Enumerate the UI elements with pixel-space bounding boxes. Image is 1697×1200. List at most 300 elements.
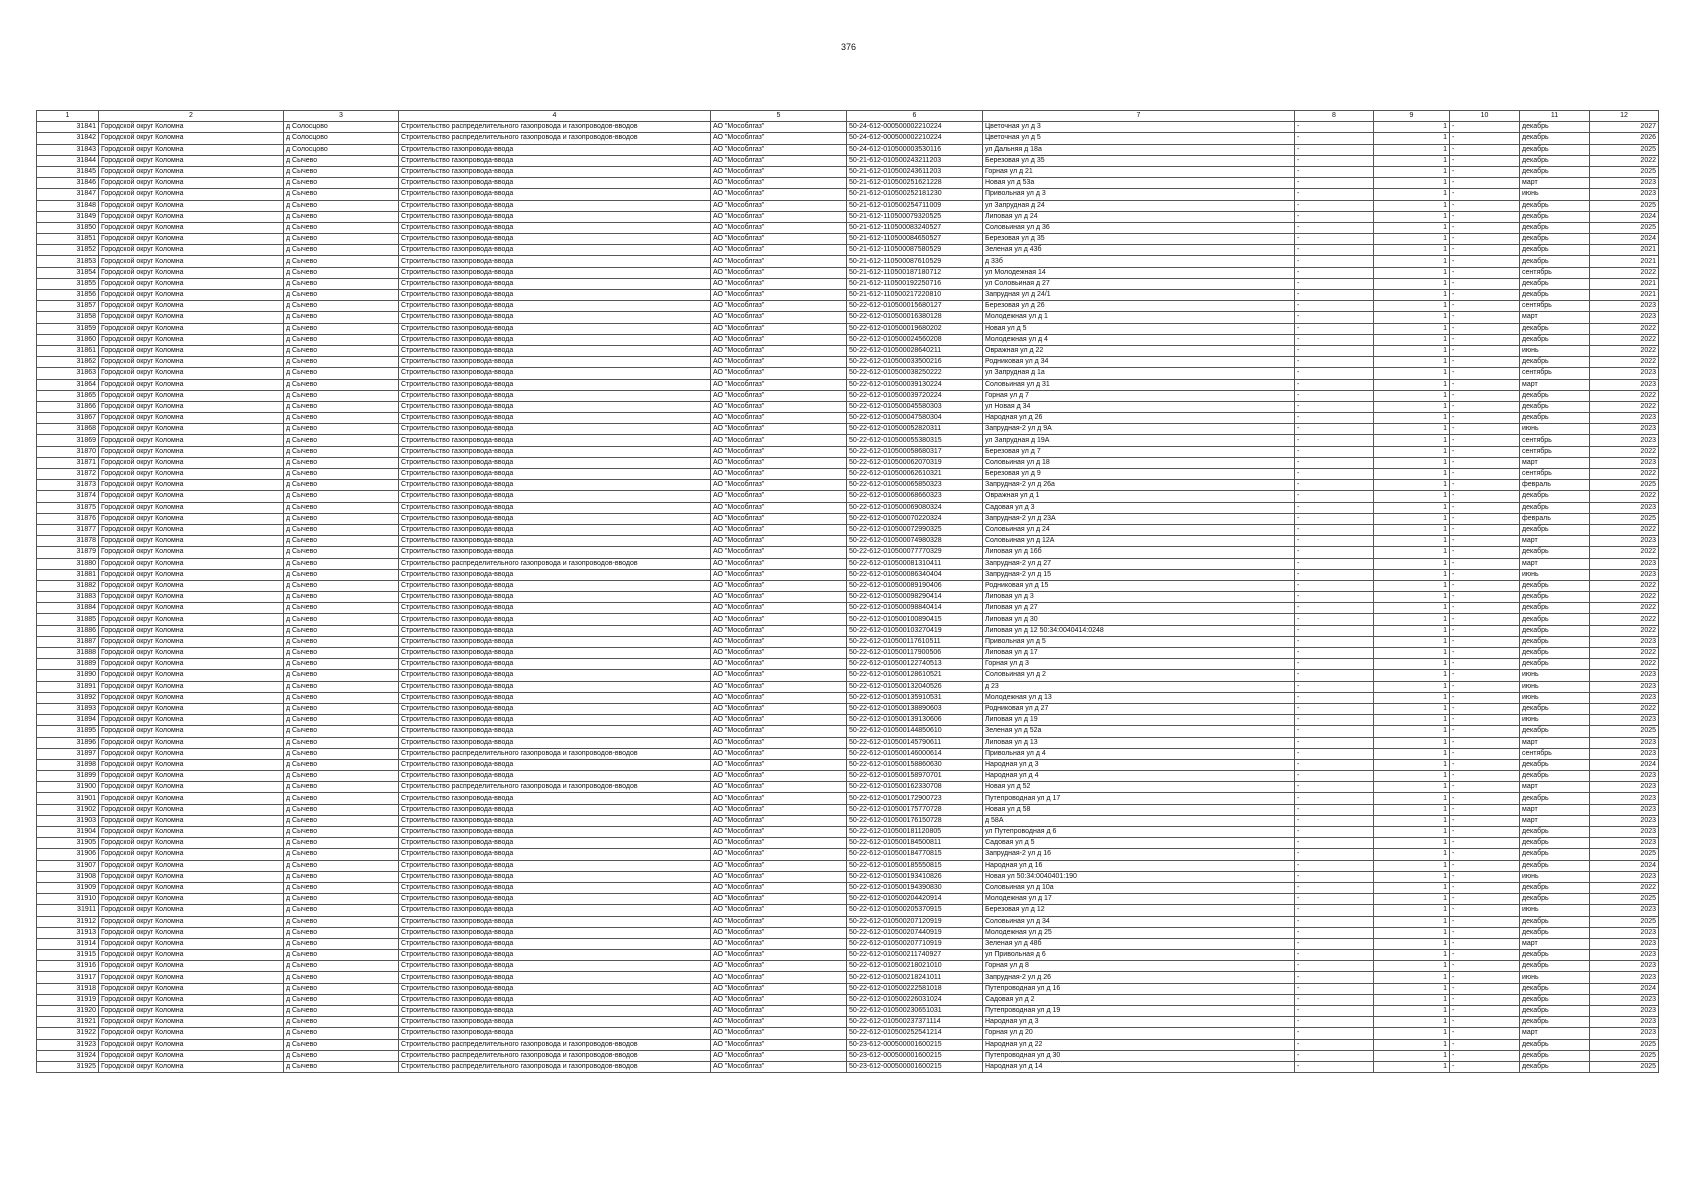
table-cell: 2023 [1590, 938, 1659, 949]
table-cell: Цветочная ул д 5 [983, 133, 1295, 144]
table-cell: - [1295, 793, 1374, 804]
table-cell: 1 [1374, 413, 1450, 424]
table-cell: АО "Мособлгаз" [711, 446, 847, 457]
table-cell: 31883 [37, 592, 99, 603]
table-cell: Городской округ Коломна [99, 648, 284, 659]
table-cell: д Сычево [284, 278, 399, 289]
table-cell: 50-22-612-010500226031024 [847, 994, 983, 1005]
table-row [37, 882, 1659, 893]
table-cell: Городской округ Коломна [99, 927, 284, 938]
table-cell: АО "Мособлгаз" [711, 927, 847, 938]
table-cell: Городской округ Коломна [99, 457, 284, 468]
table-cell: АО "Мособлгаз" [711, 547, 847, 558]
table-cell: 2023 [1590, 1017, 1659, 1028]
table-cell: д Сычево [284, 692, 399, 703]
table-cell: 1 [1374, 916, 1450, 927]
table-cell: АО "Мособлгаз" [711, 838, 847, 849]
table-cell: Городской округ Коломна [99, 155, 284, 166]
table-cell: Запрудная-2 ул д 26 [983, 972, 1295, 983]
table-row [37, 256, 1659, 267]
table-row [37, 793, 1659, 804]
table-cell: Городской округ Коломна [99, 793, 284, 804]
table-cell: Строительство газопровода-ввода [399, 390, 711, 401]
table-cell: Соловьиная ул д 12А [983, 536, 1295, 547]
table-cell: - [1295, 681, 1374, 692]
table-cell: Строительство газопровода-ввода [399, 424, 711, 435]
table-cell: Городской округ Коломна [99, 827, 284, 838]
table-cell: Городской округ Коломна [99, 200, 284, 211]
table-cell: Строительство газопровода-ввода [399, 334, 711, 345]
table-cell: июнь [1520, 972, 1590, 983]
table-cell: д Сычево [284, 905, 399, 916]
table-cell: - [1295, 457, 1374, 468]
table-cell: декабрь [1520, 357, 1590, 368]
table-cell: Городской округ Коломна [99, 524, 284, 535]
table-cell: Родниковая ул д 27 [983, 703, 1295, 714]
table-cell: - [1450, 390, 1520, 401]
table-cell: 1 [1374, 994, 1450, 1005]
table-row [37, 759, 1659, 770]
table-cell: декабрь [1520, 849, 1590, 860]
table-cell: 2022 [1590, 603, 1659, 614]
table-cell: 2023 [1590, 636, 1659, 647]
table-cell: Строительство газопровода-ввода [399, 871, 711, 882]
table-cell: - [1295, 1039, 1374, 1050]
table-row [37, 927, 1659, 938]
table-cell: АО "Мособлгаз" [711, 983, 847, 994]
table-cell: декабрь [1520, 703, 1590, 714]
table-row [37, 144, 1659, 155]
table-cell: Строительство газопровода-ввода [399, 290, 711, 301]
table-cell: - [1450, 513, 1520, 524]
table-cell: 31859 [37, 323, 99, 334]
table-cell: 50-22-612-010500058680317 [847, 446, 983, 457]
table-cell: 50-21-612-110500192250716 [847, 278, 983, 289]
table-cell: - [1450, 122, 1520, 133]
table-cell: 1 [1374, 345, 1450, 356]
table-cell: - [1450, 782, 1520, 793]
table-cell: Городской округ Коломна [99, 345, 284, 356]
table-cell: 50-22-612-010500062610321 [847, 469, 983, 480]
table-cell: д Сычево [284, 245, 399, 256]
table-cell: 1 [1374, 815, 1450, 826]
table-row [37, 1006, 1659, 1017]
table-cell: Цветочная ул д 3 [983, 122, 1295, 133]
table-cell: - [1295, 994, 1374, 1005]
table-cell: 2024 [1590, 234, 1659, 245]
table-cell: Липовая ул д 13 [983, 737, 1295, 748]
table-cell: д Сычево [284, 938, 399, 949]
table-cell: 1 [1374, 737, 1450, 748]
table-cell: 31909 [37, 882, 99, 893]
table-cell: Березовая ул д 7 [983, 446, 1295, 457]
table-cell: Городской округ Коломна [99, 290, 284, 301]
table-cell: Молодежная ул д 4 [983, 334, 1295, 345]
table-cell: - [1295, 938, 1374, 949]
table-cell: 2022 [1590, 524, 1659, 535]
table-cell: АО "Мособлгаз" [711, 323, 847, 334]
table-cell: - [1450, 569, 1520, 580]
table-cell: 2023 [1590, 715, 1659, 726]
table-cell: - [1295, 189, 1374, 200]
table-cell: АО "Мособлгаз" [711, 692, 847, 703]
table-cell: - [1295, 166, 1374, 177]
table-cell: 2025 [1590, 894, 1659, 905]
table-row [37, 983, 1659, 994]
table-cell: АО "Мособлгаз" [711, 133, 847, 144]
table-cell: - [1295, 401, 1374, 412]
table-row [37, 155, 1659, 166]
table-cell: 1 [1374, 379, 1450, 390]
table-cell: д Сычево [284, 301, 399, 312]
table-cell: Городской округ Коломна [99, 1028, 284, 1039]
table-cell: 1 [1374, 267, 1450, 278]
table-cell: 2023 [1590, 692, 1659, 703]
table-cell: июнь [1520, 905, 1590, 916]
table-cell: Липовая ул д 30 [983, 614, 1295, 625]
table-cell: АО "Мособлгаз" [711, 636, 847, 647]
table-cell: д Солосцово [284, 133, 399, 144]
table-cell: д Сычево [284, 323, 399, 334]
table-cell: 1 [1374, 715, 1450, 726]
table-cell: Городской округ Коломна [99, 256, 284, 267]
table-cell: Строительство газопровода-ввода [399, 379, 711, 390]
table-cell: 1 [1374, 592, 1450, 603]
table-cell: Строительство газопровода-ввода [399, 882, 711, 893]
table-cell: 31915 [37, 950, 99, 961]
table-cell: Строительство газопровода-ввода [399, 793, 711, 804]
table-cell: - [1450, 301, 1520, 312]
table-row [37, 513, 1659, 524]
table-cell: Путепроводная ул д 30 [983, 1050, 1295, 1061]
table-row [37, 245, 1659, 256]
table-cell: Городской округ Коломна [99, 692, 284, 703]
table-cell: Строительство газопровода-ввода [399, 804, 711, 815]
table-cell: Городской округ Коломна [99, 771, 284, 782]
table-cell: АО "Мособлгаз" [711, 144, 847, 155]
table-cell: д Сычево [284, 1039, 399, 1050]
table-cell: 2023 [1590, 536, 1659, 547]
table-row [37, 166, 1659, 177]
table-cell: 50-22-612-010500211740927 [847, 950, 983, 961]
table-cell: 1 [1374, 692, 1450, 703]
table-cell: Строительство распределительного газопровода и газопроводов-вводов [399, 1039, 711, 1050]
table-cell: АО "Мособлгаз" [711, 413, 847, 424]
table-cell: - [1295, 737, 1374, 748]
table-cell: Привольная ул д 4 [983, 748, 1295, 759]
table-cell: д Сычево [284, 838, 399, 849]
table-cell: декабрь [1520, 122, 1590, 133]
table-cell: - [1450, 1028, 1520, 1039]
table-cell: - [1450, 256, 1520, 267]
table-cell: д Сычево [284, 782, 399, 793]
table-cell: д Сычево [284, 815, 399, 826]
table-cell: 2022 [1590, 267, 1659, 278]
table-cell: 2023 [1590, 972, 1659, 983]
table-cell: июнь [1520, 871, 1590, 882]
table-cell: 2025 [1590, 222, 1659, 233]
table-row [37, 312, 1659, 323]
table-cell: 31848 [37, 200, 99, 211]
table-cell: март [1520, 379, 1590, 390]
table-cell: АО "Мособлгаз" [711, 502, 847, 513]
table-row [37, 480, 1659, 491]
table-row [37, 748, 1659, 759]
table-cell: Строительство газопровода-ввода [399, 345, 711, 356]
table-cell: Зеленая ул д 48б [983, 938, 1295, 949]
table-cell: 50-22-612-010500072990325 [847, 524, 983, 535]
table-cell: Городской округ Коломна [99, 726, 284, 737]
table-cell: Строительство газопровода-ввода [399, 759, 711, 770]
table-cell: 1 [1374, 927, 1450, 938]
table-cell: 2025 [1590, 513, 1659, 524]
table-cell: д Сычево [284, 625, 399, 636]
table-cell: 2025 [1590, 726, 1659, 737]
table-cell: 2022 [1590, 648, 1659, 659]
table-cell: Родниковая ул д 15 [983, 580, 1295, 591]
table-cell: Липовая ул д 16б [983, 547, 1295, 558]
table-cell: 50-22-612-010500172900723 [847, 793, 983, 804]
table-cell: Строительство газопровода-ввода [399, 994, 711, 1005]
table-cell: АО "Мособлгаз" [711, 994, 847, 1005]
table-cell: - [1295, 133, 1374, 144]
table-cell: Строительство газопровода-ввода [399, 692, 711, 703]
table-cell: декабрь [1520, 961, 1590, 972]
table-cell: Городской округ Коломна [99, 603, 284, 614]
table-cell: д Сычево [284, 413, 399, 424]
table-cell: 2022 [1590, 390, 1659, 401]
table-cell: 50-22-612-010500146000614 [847, 748, 983, 759]
table-cell: Строительство газопровода-ввода [399, 961, 711, 972]
table-cell: - [1450, 703, 1520, 714]
table-cell: 1 [1374, 144, 1450, 155]
table-cell: 31912 [37, 916, 99, 927]
table-cell: Строительство газопровода-ввода [399, 849, 711, 860]
table-cell: 1 [1374, 222, 1450, 233]
table-cell: д Сычево [284, 726, 399, 737]
table-cell: 1 [1374, 200, 1450, 211]
table-cell: 2022 [1590, 401, 1659, 412]
table-cell: Строительство газопровода-ввода [399, 737, 711, 748]
table-cell: Строительство распределительного газопровода и газопроводов-вводов [399, 782, 711, 793]
table-cell: - [1295, 592, 1374, 603]
table-cell: - [1295, 513, 1374, 524]
table-cell: - [1450, 580, 1520, 591]
table-cell: 31853 [37, 256, 99, 267]
table-cell: - [1295, 155, 1374, 166]
table-cell: Запрудная-2 ул д 26а [983, 480, 1295, 491]
table-cell: 31877 [37, 524, 99, 535]
table-cell: 50-22-612-010500100890415 [847, 614, 983, 625]
column-header-12: 12 [1590, 111, 1659, 122]
table-cell: 2025 [1590, 144, 1659, 155]
table-cell: декабрь [1520, 603, 1590, 614]
table-cell: Березовая ул д 35 [983, 155, 1295, 166]
table-cell: 1 [1374, 480, 1450, 491]
table-cell: декабрь [1520, 234, 1590, 245]
table-cell: д Сычево [284, 446, 399, 457]
table-cell: АО "Мособлгаз" [711, 312, 847, 323]
table-cell: АО "Мособлгаз" [711, 524, 847, 535]
table-cell: Строительство газопровода-ввода [399, 681, 711, 692]
table-cell: декабрь [1520, 1050, 1590, 1061]
table-cell: 1 [1374, 290, 1450, 301]
table-cell: д Сычево [284, 983, 399, 994]
table-cell: АО "Мособлгаз" [711, 211, 847, 222]
table-cell: д Сычево [284, 636, 399, 647]
table-cell: 2023 [1590, 681, 1659, 692]
table-cell: Строительство газопровода-ввода [399, 513, 711, 524]
table-cell: декабрь [1520, 413, 1590, 424]
table-cell: - [1450, 457, 1520, 468]
table-cell: Городской округ Коломна [99, 379, 284, 390]
table-cell: 50-22-612-010500033500216 [847, 357, 983, 368]
table-cell: декабрь [1520, 166, 1590, 177]
table-cell: 50-22-612-010500144850610 [847, 726, 983, 737]
table-cell: АО "Мособлгаз" [711, 950, 847, 961]
table-row [37, 524, 1659, 535]
table-cell: 31867 [37, 413, 99, 424]
table-cell: 31905 [37, 838, 99, 849]
table-cell: 50-22-612-010500158860630 [847, 759, 983, 770]
table-cell: 2022 [1590, 155, 1659, 166]
table-cell: АО "Мособлгаз" [711, 860, 847, 871]
table-cell: Народная ул д 4 [983, 771, 1295, 782]
table-cell: 2025 [1590, 1039, 1659, 1050]
table-cell: д Сычево [284, 390, 399, 401]
table-cell: АО "Мособлгаз" [711, 1006, 847, 1017]
table-cell: Строительство газопровода-ввода [399, 222, 711, 233]
table-cell: - [1295, 692, 1374, 703]
table-cell: Городской округ Коломна [99, 782, 284, 793]
table-cell: АО "Мособлгаз" [711, 972, 847, 983]
table-cell: - [1450, 133, 1520, 144]
table-cell: декабрь [1520, 245, 1590, 256]
table-cell: 2025 [1590, 1061, 1659, 1072]
table-cell: Строительство газопровода-ввода [399, 1028, 711, 1039]
table-cell: 2023 [1590, 569, 1659, 580]
table-cell: Горная ул д 20 [983, 1028, 1295, 1039]
table-cell: д Сычево [284, 189, 399, 200]
table-row [37, 1039, 1659, 1050]
table-row [37, 502, 1659, 513]
table-cell: декабрь [1520, 625, 1590, 636]
table-cell: Городской округ Коломна [99, 222, 284, 233]
table-cell: декабрь [1520, 726, 1590, 737]
table-cell: Городской округ Коломна [99, 323, 284, 334]
table-cell: - [1295, 871, 1374, 882]
table-cell: Городской округ Коломна [99, 166, 284, 177]
table-cell: Запрудная-2 ул д 9А [983, 424, 1295, 435]
table-cell: 1 [1374, 122, 1450, 133]
table-cell: Соловьиная ул д 36 [983, 222, 1295, 233]
table-cell: Городской округ Коломна [99, 860, 284, 871]
table-cell: Строительство газопровода-ввода [399, 592, 711, 603]
table-cell: - [1450, 636, 1520, 647]
table-cell: - [1295, 827, 1374, 838]
table-cell: декабрь [1520, 155, 1590, 166]
column-header-8: 8 [1295, 111, 1374, 122]
table-cell: Городской округ Коломна [99, 681, 284, 692]
table-cell: Горная ул д 8 [983, 961, 1295, 972]
table-cell: декабрь [1520, 256, 1590, 267]
table-cell: Привольная ул д 5 [983, 636, 1295, 647]
table-cell: Городской округ Коломна [99, 368, 284, 379]
table-row [37, 536, 1659, 547]
table-cell: АО "Мособлгаз" [711, 938, 847, 949]
table-cell: Строительство газопровода-ввода [399, 703, 711, 714]
table-cell: д Сычево [284, 345, 399, 356]
table-cell: Строительство газопровода-ввода [399, 301, 711, 312]
table-cell: - [1450, 480, 1520, 491]
table-cell: 31879 [37, 547, 99, 558]
table-cell: 1 [1374, 1006, 1450, 1017]
table-cell: д Сычево [284, 715, 399, 726]
table-cell: д Сычево [284, 435, 399, 446]
table-cell: 31904 [37, 827, 99, 838]
table-cell: Соловьиная ул д 2 [983, 670, 1295, 681]
table-cell: Строительство газопровода-ввода [399, 894, 711, 905]
table-cell: 31874 [37, 491, 99, 502]
table-cell: д Сычево [284, 558, 399, 569]
table-cell: Городской округ Коломна [99, 882, 284, 893]
table-cell: АО "Мособлгаз" [711, 334, 847, 345]
table-cell: Овражная ул д 1 [983, 491, 1295, 502]
table-cell: 31882 [37, 580, 99, 591]
table-cell: декабрь [1520, 547, 1590, 558]
table-cell: - [1295, 916, 1374, 927]
table-cell: д 23 [983, 681, 1295, 692]
table-cell: 50-21-612-110500084650527 [847, 234, 983, 245]
table-cell: 50-22-612-010500086340404 [847, 569, 983, 580]
table-cell: д Сычево [284, 401, 399, 412]
table-cell: - [1295, 972, 1374, 983]
table-cell: 31884 [37, 603, 99, 614]
table-row [37, 614, 1659, 625]
table-cell: Строительство распределительного газопровода и газопроводов-вводов [399, 1061, 711, 1072]
table-cell: 50-21-612-110500087580529 [847, 245, 983, 256]
table-cell: АО "Мособлгаз" [711, 871, 847, 882]
table-cell: 50-22-612-010500207440919 [847, 927, 983, 938]
table-cell: сентябрь [1520, 301, 1590, 312]
table-cell: - [1295, 1028, 1374, 1039]
table-row [37, 368, 1659, 379]
table-cell: декабрь [1520, 491, 1590, 502]
table-cell: сентябрь [1520, 446, 1590, 457]
table-cell: Городской округ Коломна [99, 144, 284, 155]
table-cell: декабрь [1520, 983, 1590, 994]
table-cell: - [1295, 569, 1374, 580]
table-cell: Строительство газопровода-ввода [399, 938, 711, 949]
table-cell: 1 [1374, 804, 1450, 815]
table-cell: д Сычево [284, 178, 399, 189]
table-cell: 31919 [37, 994, 99, 1005]
table-cell: 31888 [37, 648, 99, 659]
table-cell: АО "Мособлгаз" [711, 1039, 847, 1050]
table-cell: д Сычево [284, 424, 399, 435]
column-header-1: 1 [37, 111, 99, 122]
table-cell: д Солосцово [284, 144, 399, 155]
table-cell: АО "Мособлгаз" [711, 200, 847, 211]
table-cell: д Сычево [284, 648, 399, 659]
table-cell: март [1520, 782, 1590, 793]
table-cell: 31855 [37, 278, 99, 289]
table-cell: Городской округ Коломна [99, 905, 284, 916]
table-cell: д Сычево [284, 290, 399, 301]
table-cell: 31865 [37, 390, 99, 401]
table-cell: - [1450, 804, 1520, 815]
table-cell: - [1450, 424, 1520, 435]
